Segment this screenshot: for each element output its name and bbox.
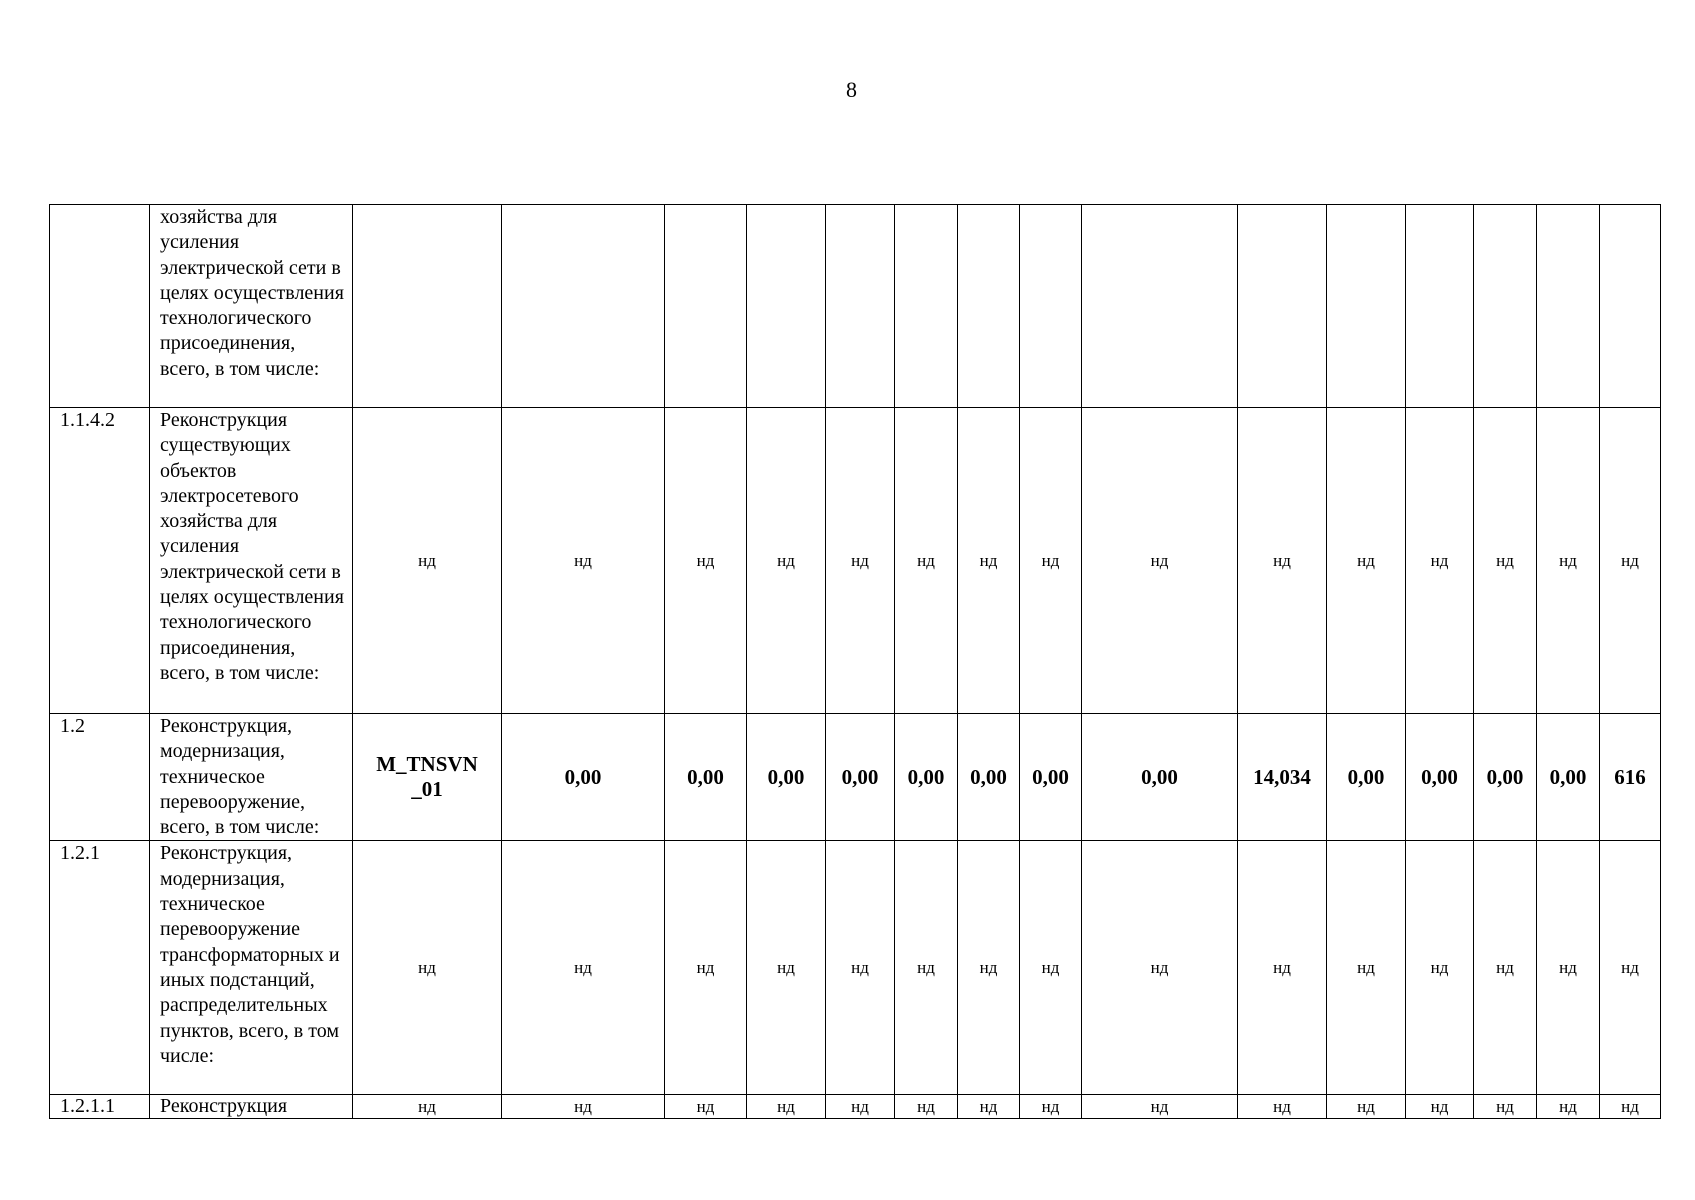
data-cell: нд	[1020, 408, 1082, 714]
data-cell: нд	[353, 841, 502, 1095]
data-cell: нд	[1406, 1095, 1474, 1119]
data-cell	[353, 205, 502, 408]
row-number-cell: 1.2.1.1	[50, 1095, 150, 1119]
data-cell: нд	[1020, 1095, 1082, 1119]
data-cell: нд	[1082, 841, 1238, 1095]
data-cell: 0,00	[1327, 714, 1406, 841]
data-cell	[747, 205, 826, 408]
project-code: M_TNSVN_01	[376, 752, 478, 802]
data-cell: нд	[665, 408, 747, 714]
data-cell: нд	[502, 408, 665, 714]
data-cell: нд	[1474, 1095, 1537, 1119]
data-cell: нд	[1327, 841, 1406, 1095]
data-cell: 0,00	[665, 714, 747, 841]
data-cell	[665, 205, 747, 408]
data-cell: нд	[1406, 841, 1474, 1095]
table-row	[50, 205, 1661, 408]
page-number: 8	[846, 77, 857, 102]
data-cell: 0,00	[1474, 714, 1537, 841]
data-cell: нд	[895, 841, 958, 1095]
data-cell: нд	[1600, 841, 1661, 1095]
table-row	[50, 841, 1661, 1095]
data-cell: нд	[747, 408, 826, 714]
row-name-cell: Реконструкция, модернизация, техническое перевооружение трансформаторных и иных подстанций, распределительных пунктов, всего, в том числе:	[150, 841, 353, 1095]
data-cell: нд	[1082, 408, 1238, 714]
data-cell: 0,00	[1082, 714, 1238, 841]
data-cell	[1600, 205, 1661, 408]
row-name-cell: хозяйства для усиления электрической сети в целях осуществления технологического присоединения, всего, в том числе:	[150, 205, 353, 408]
data-cell: нд	[747, 1095, 826, 1119]
row-number-cell	[50, 205, 150, 408]
data-cell: нд	[958, 1095, 1020, 1119]
data-cell	[502, 205, 665, 408]
data-cell: нд	[1082, 1095, 1238, 1119]
data-cell: нд	[1406, 408, 1474, 714]
data-cell: нд	[1600, 408, 1661, 714]
data-cell: нд	[1327, 408, 1406, 714]
data-cell: 14,034	[1238, 714, 1327, 841]
data-cell: 0,00	[895, 714, 958, 841]
data-cell: нд	[502, 841, 665, 1095]
data-cell	[1537, 205, 1600, 408]
data-cell: нд	[1327, 1095, 1406, 1119]
table-row	[50, 1095, 1661, 1119]
data-cell	[1020, 205, 1082, 408]
data-cell: нд	[1600, 1095, 1661, 1119]
table-row	[50, 714, 1661, 841]
table-row	[50, 408, 1661, 714]
data-cell: 0,00	[1537, 714, 1600, 841]
data-cell: нд	[1537, 408, 1600, 714]
row-name-cell: Реконструкция существующих объектов электросетевого хозяйства для усиления электрической сети в целях осуществления технологического присоединения, всего, в том числе:	[150, 408, 353, 714]
data-cell	[1406, 205, 1474, 408]
data-cell: 0,00	[826, 714, 895, 841]
data-cell: нд	[353, 1095, 502, 1119]
data-cell: нд	[353, 408, 502, 714]
row-number-cell: 1.1.4.2	[50, 408, 150, 714]
data-cell	[1327, 205, 1406, 408]
investment-program-table	[49, 204, 1661, 1119]
data-cell: нд	[1537, 1095, 1600, 1119]
data-cell: нд	[665, 841, 747, 1095]
data-cell	[1474, 205, 1537, 408]
data-cell: нд	[747, 841, 826, 1095]
data-cell: 0,00	[1406, 714, 1474, 841]
row-number-cell: 1.2.1	[50, 841, 150, 1095]
row-name-cell: Реконструкция, модернизация, техническое перевооружение, всего, в том числе:	[150, 714, 353, 841]
data-cell: 0,00	[747, 714, 826, 841]
data-cell: нд	[1238, 841, 1327, 1095]
data-cell: нд	[1238, 408, 1327, 714]
data-cell: 0,00	[958, 714, 1020, 841]
row-number-cell: 1.2	[50, 714, 150, 841]
data-cell: нд	[895, 1095, 958, 1119]
data-cell: нд	[502, 1095, 665, 1119]
data-cell	[958, 205, 1020, 408]
data-cell: нд	[1020, 841, 1082, 1095]
data-cell: 0,00	[1020, 714, 1082, 841]
data-cell: нд	[958, 841, 1020, 1095]
row-name-cell: Реконструкция	[150, 1095, 353, 1119]
data-cell: нд	[1537, 841, 1600, 1095]
data-cell: нд	[895, 408, 958, 714]
data-cell: нд	[1238, 1095, 1327, 1119]
data-cell: нд	[826, 408, 895, 714]
data-cell: нд	[1474, 408, 1537, 714]
data-cell	[1082, 205, 1238, 408]
data-cell: нд	[826, 841, 895, 1095]
data-cell: нд	[958, 408, 1020, 714]
project-code-cell	[353, 714, 502, 841]
data-cell: нд	[1474, 841, 1537, 1095]
data-cell: нд	[826, 1095, 895, 1119]
data-cell: 616	[1600, 714, 1661, 841]
data-cell	[895, 205, 958, 408]
data-cell: 0,00	[502, 714, 665, 841]
data-cell: нд	[665, 1095, 747, 1119]
data-cell	[826, 205, 895, 408]
data-cell	[1238, 205, 1327, 408]
